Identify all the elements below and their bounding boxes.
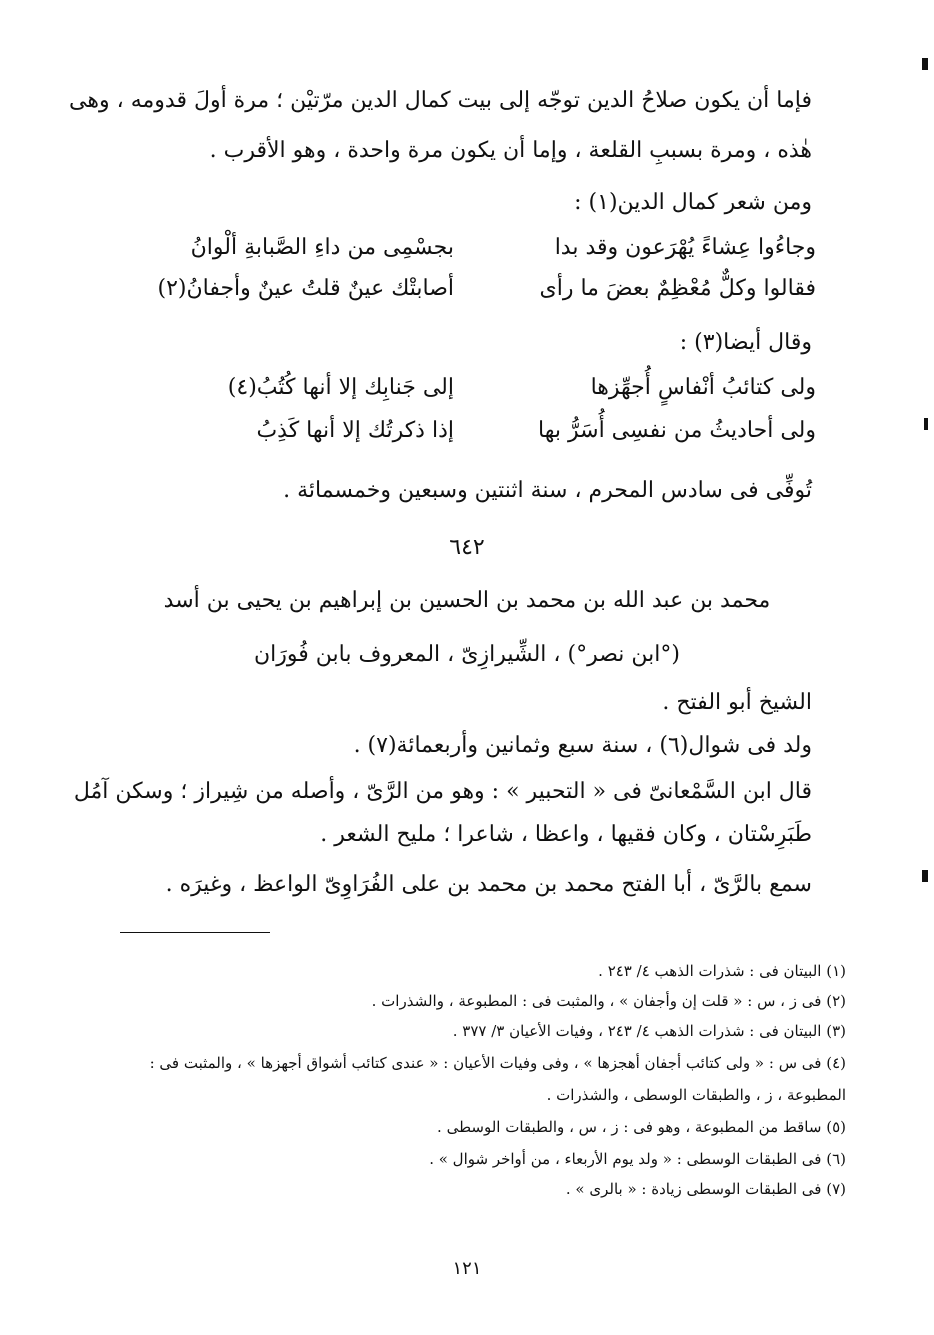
page-number: ١٢١ <box>452 1258 482 1279</box>
paragraph-line: قال ابن السَّمْعانىّ فى « التحبير » : وهو من الرَّىّ ، وأصله من شِيراز ؛ وسكن آمُل <box>73 779 812 804</box>
scan-edge-mark <box>922 870 928 882</box>
entry-title: محمد بن عبد الله بن محمد بن الحسين بن إبراهيم بن يحيى بن أسد <box>163 588 771 613</box>
entry-number: ٦٤٢ <box>449 535 485 560</box>
verse-hemistich: فقالوا وكلٌّ مُعْظِمٌ بعضَ ما رأى <box>539 276 816 301</box>
verse-hemistich: إلى جَنابِك إلا أنها كُتُبُ(٤) <box>227 375 454 400</box>
verse-hemistich: إذا ذكرتُك إلا أنها كَذِبُ <box>256 418 454 443</box>
verse-hemistich: أصابتْك عينٌ قلتُ عينٌ وأجفانُ(٢) <box>157 276 454 301</box>
verse-hemistich: ولى أحاديثُ من نفسِى أُسَرُّ بها <box>538 418 816 443</box>
footnote: (٥) ساقط من المطبوعة ، وهو فى : ز ، س ، والطبقات الوسطى . <box>437 1118 846 1136</box>
footnote: المطبوعة ، ز ، والطبقات الوسطى ، والشذرات . <box>546 1086 846 1104</box>
entry-title: (°ابن نصر°) ، الشِّيرازِىّ ، المعروف بابن فُورَان <box>253 642 680 667</box>
paragraph-line: سمع بالرَّىّ ، أبا الفتح محمد بن محمد بن على الفُرَاوِىّ الواعظ ، وغيرَه . <box>165 872 812 897</box>
poem-intro: وقال أيضا(٣) : <box>679 330 812 355</box>
paragraph-line: فإما أن يكون صلاحُ الدين توجّه إلى بيت كمال الدين مرّتيْن ؛ مرة أولَ قدومه ، وهى <box>69 88 812 113</box>
paragraph-line: الشيخ أبو الفتح . <box>662 690 812 715</box>
footnote-separator <box>120 932 270 933</box>
verse-hemistich: ولى كتائبُ أنْفاسٍ أُجهِّزها <box>590 375 816 400</box>
scan-edge-mark <box>922 58 928 70</box>
verse-hemistich: بجسْمِى من داءِ الصَّبابةِ ألْوانُ <box>190 235 454 260</box>
death-note: تُوفِّى فى سادس المحرم ، سنة اثنتين وسبعين وخمسمائة . <box>283 478 812 503</box>
paragraph-line: ولد فى شوال(٦) ، سنة سبع وثمانين وأربعمائة(٧) . <box>353 733 812 758</box>
verse-hemistich: وجاءُوا عِشاءً يُهْرَعون وقد بدا <box>554 235 816 260</box>
poem-intro: ومن شعر كمال الدين(١) : <box>574 190 812 215</box>
footnote: (٦) فى الطبقات الوسطى : « ولد يوم الأربعاء ، من أواخر شوال » . <box>429 1150 846 1168</box>
footnote: (٣) البيتان فى : شذرات الذهب ٤/ ٢٤٣ ، وفيات الأعيان ٣/ ٣٧٧ . <box>452 1022 846 1040</box>
paragraph-line: هٰذه ، ومرة بسببِ القلعة ، وإما أن يكون مرة واحدة ، وهو الأقرب . <box>209 138 812 163</box>
footnote: (٧) فى الطبقات الوسطى زيادة : « بالرى » . <box>565 1180 846 1198</box>
footnote: (١) البيتان فى : شذرات الذهب ٤/ ٢٤٣ . <box>598 962 846 980</box>
footnote: (٤) فى س : « ولى كتائب أجفان أهجزها » ، وفى وفيات الأعيان : « عندى كتائب أشواق أجهزها » ، والمثبت فى : <box>149 1054 846 1072</box>
footnote: (٢) فى ز ، س : « قلت إن وأجفان » ، والمثبت فى : المطبوعة ، والشذرات . <box>371 992 846 1010</box>
paragraph-line: طَبَرِسْتان ، وكان فقيها ، واعظا ، شاعرا ؛ مليح الشعر . <box>320 822 812 847</box>
scan-edge-mark <box>924 418 928 430</box>
